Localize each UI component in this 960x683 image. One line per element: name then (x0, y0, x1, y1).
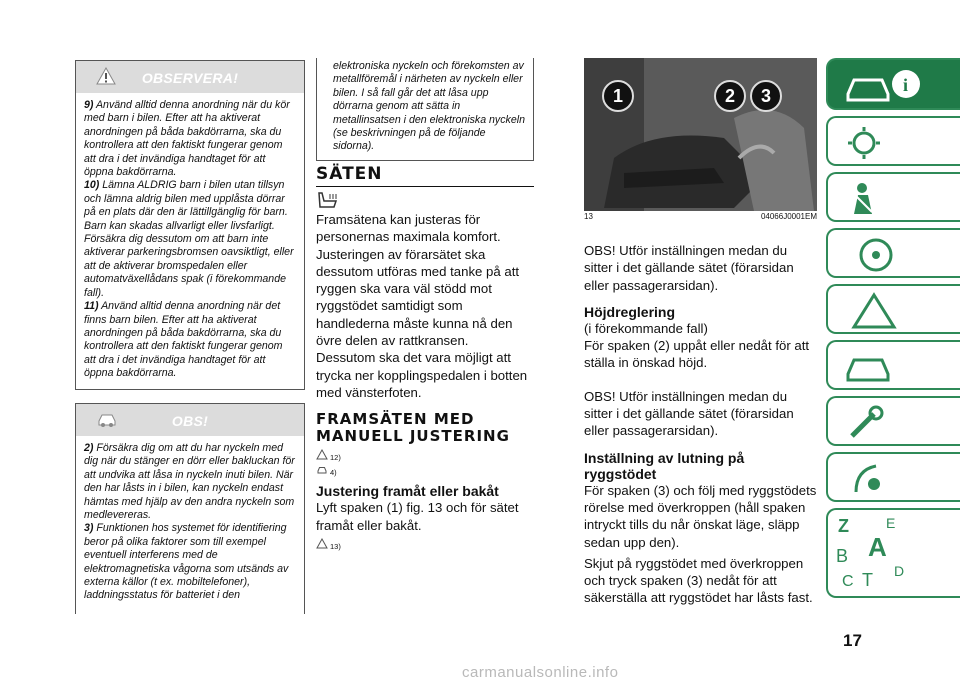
warning-icon (316, 449, 328, 462)
tab-index[interactable] (826, 508, 960, 598)
callout-3: 3 (750, 80, 782, 112)
warning-icon (316, 538, 328, 551)
tab-car-info[interactable] (826, 58, 960, 110)
obs-title: OBS! (171, 413, 209, 429)
manual-text: Lyft spaken (1) fig. 13 och för sätet framåt eller bakåt. (316, 500, 519, 533)
index-letter: E (886, 515, 896, 531)
page-number: 17 (843, 631, 862, 650)
saten-section (316, 164, 534, 551)
tab-technical[interactable] (826, 396, 960, 446)
callout-2: 2 (714, 80, 746, 112)
car-warning-icon (316, 464, 328, 477)
right-text (584, 242, 818, 607)
ref-note: 4) (316, 464, 534, 477)
seat-figure (584, 58, 817, 211)
observera-item: 11) Använd alltid denna anordning när det finns barn bilen. Efter att ha aktiverat anordningen på båda bakdörrarna, ska du kontrollera att den faktiskt fungerar genom att dra i det invändiga handtaget för att öppna bakdörrarna. (84, 300, 283, 380)
index-letter: Z (838, 516, 849, 536)
tab-service[interactable] (826, 340, 960, 390)
figure-caption (584, 212, 817, 221)
saten-para: Justeringen av förarsätet ska dessutom utföras med tanke på att ryggen ska vara väl stödd mot ryggstödet samtidigt som handlederna måste kunna nå den övre delen av rattkransen. (316, 246, 520, 349)
section-rule (316, 186, 534, 187)
observera-box (75, 60, 305, 390)
hojd-text: För spaken (2) uppåt eller nedåt för att ställa in önskad höjd. (584, 338, 810, 371)
tab-multimedia[interactable] (826, 452, 960, 502)
figure-code: 04066J0001EM (760, 212, 817, 221)
index-letter: T (862, 570, 873, 590)
obs-body (76, 436, 304, 609)
tab-dashboard[interactable] (826, 116, 960, 166)
subheading: Inställning av lutning på ryggstödet (584, 449, 745, 482)
observera-title: OBSERVERA! (141, 70, 239, 86)
index-letter: C (842, 573, 854, 590)
observera-item: 10) Lämna ALDRIG barn i bilen utan tillsyn och lämna aldrig bilen med upplåsta dörrar på en plats där den är lättillgänglig för barn. Barn kan skadas allvarligt eller livsfarligt. Försäkra dig dessutom om att barn inte aktiverar parkeringsbromsen oavsiktligt, eller att de aktiverar bromspedalen eller automatväxellådans spak (i förekommande fall). (84, 179, 294, 299)
observera-item: 9) Använd alltid denna anordning när du kör med barn i bilen. Efter att ha aktiverat anordningen på båda bakdörrarna, ska du kontrollera att den faktiskt fungerar genom att dra i det invändiga handtaget för att öppna bakdörrarna. (84, 99, 290, 179)
section-title: SÄTEN (316, 164, 383, 184)
index-letter: D (894, 563, 905, 579)
tab-emergency[interactable] (826, 284, 960, 334)
observera-header (76, 61, 304, 93)
saten-para: Dessutom ska det vara möjligt att trycka ner kopplingspedalen i botten med vänsterfoten. (316, 350, 528, 400)
tab-driving[interactable] (826, 228, 960, 278)
obs-item: 2) Försäkra dig om att du har nyckeln med dig när du stänger en dörr eller bakluckan för att undvika att låsa in nyckeln inuti bilen. När den har låsts in i bilen, kan nyckeln endast hämtas med hjälp av den andra nyckeln som medlevereras. (84, 442, 295, 522)
obs-note: OBS! Utför inställningen medan du sitter i det gällande sätet (förarsidan eller passagerarsidan). (584, 388, 794, 439)
lut-text: För spaken (3) och följ med ryggstödets rörelse med överkroppen (håll spaken intryckt tills du når önskat läge, släpp sedan upp den). (584, 482, 817, 550)
tab-safety[interactable] (826, 172, 960, 222)
figure-number: 13 (584, 212, 593, 221)
index-letter: B (836, 546, 849, 566)
svg-text:i: i (903, 75, 909, 95)
obs-continued: elektroniska nyckeln och förekomsten av metallföremål i närheten av nyckeln eller bilen. I så fall går det att låsa upp dörrarna genom att sätta in metallinsatsen i den elektroniska nyckeln (se beskrivningen på de följande sidorna). (316, 58, 534, 161)
seat-adjust-icon (316, 191, 534, 211)
index-letter: A (868, 532, 887, 562)
obs-header (76, 404, 304, 436)
callout-1: 1 (602, 80, 634, 112)
lut-text: Skjut på ryggstödet med överkroppen och tryck spaken (3) nedåt för att säkerställa att ryggstödet har låsts fast. (584, 555, 813, 606)
ref-warning: 12) (316, 449, 534, 462)
observera-body (76, 93, 304, 387)
obs-box (75, 403, 305, 614)
subsection-title: FRAMSÄTEN MED MANUELL JUSTERING (316, 410, 510, 446)
obs-item: 3) Funktionen hos systemet för identifiering beror på olika faktorer som till exempel eventuell interferens med de elektromagnetiska vågorna som utsänds av externa källor (t ex. mobiltelefoner), laddningsstatus för batteriet i den (84, 522, 289, 602)
watermark: carmanualsonline.info (462, 664, 619, 681)
subheading: Justering framåt eller bakåt (316, 483, 499, 500)
obs-note: OBS! Utför inställningen medan du sitter i det gällande sätet (förarsidan eller passagerarsidan). (584, 243, 794, 293)
subheading-note: (i förekommande fall) (584, 320, 708, 336)
saten-para: Framsätena kan justeras för personernas maximala komfort. (316, 212, 501, 245)
subheading: Höjdreglering (584, 303, 676, 320)
ref-warning: 13) (316, 538, 534, 551)
